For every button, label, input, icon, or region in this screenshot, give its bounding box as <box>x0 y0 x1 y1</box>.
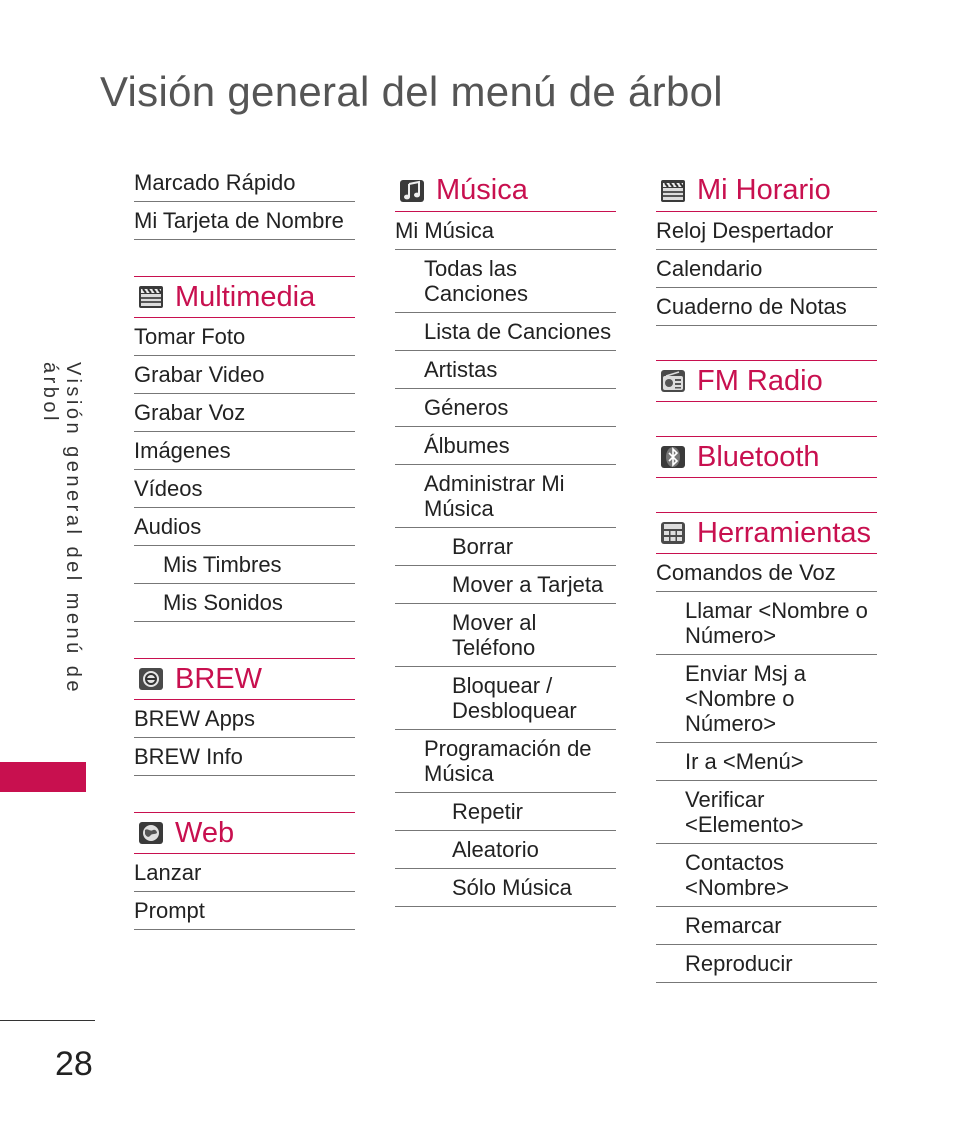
menu-item[interactable]: Mis Sonidos <box>134 584 355 622</box>
section-title-mi-horario: Mi Horario <box>697 174 831 206</box>
menu-item[interactable]: Borrar <box>395 528 616 566</box>
page-title: Visión general del menú de árbol <box>100 68 723 115</box>
section-header-brew[interactable] <box>134 658 355 700</box>
menu-item[interactable]: Mover a Tarjeta <box>395 566 616 604</box>
menu-item[interactable]: BREW Apps <box>134 700 355 738</box>
menu-item[interactable]: Grabar Video <box>134 356 355 394</box>
brew-icon <box>137 666 165 692</box>
menu-item[interactable]: Álbumes <box>395 427 616 465</box>
menu-item[interactable]: Enviar Msj a <Nombre o Número> <box>656 655 877 743</box>
menu-item[interactable]: Ir a <Menú> <box>656 743 877 781</box>
menu-item[interactable]: Calendario <box>656 250 877 288</box>
music-note-icon <box>398 178 426 204</box>
menu-item[interactable]: Reproducir <box>656 945 877 983</box>
radio-icon <box>659 368 687 394</box>
menu-item[interactable]: Administrar Mi Música <box>395 465 616 528</box>
menu-item[interactable]: Todas las Canciones <box>395 250 616 313</box>
menu-item[interactable]: Imágenes <box>134 432 355 470</box>
section-header-fm-radio[interactable] <box>656 360 877 402</box>
section-title-musica: Música <box>436 174 528 206</box>
column-2 <box>395 170 616 907</box>
globe-icon <box>137 820 165 846</box>
menu-item[interactable]: Tomar Foto <box>134 318 355 356</box>
calculator-icon <box>659 520 687 546</box>
multimedia-items <box>134 318 355 622</box>
brew-items <box>134 700 355 776</box>
menu-item[interactable]: Bloquear / Desbloquear <box>395 667 616 730</box>
web-items <box>134 854 355 930</box>
section-header-multimedia[interactable] <box>134 276 355 318</box>
page-number: 28 <box>55 1045 93 1083</box>
menu-item[interactable]: Mover al Teléfono <box>395 604 616 667</box>
side-tab-marker <box>0 762 86 792</box>
section-header-musica[interactable] <box>395 170 616 212</box>
mi-horario-items <box>656 212 877 326</box>
menu-item[interactable]: Sólo Música <box>395 869 616 907</box>
column-3 <box>656 170 877 983</box>
column-1 <box>134 164 355 930</box>
side-section-label: Visión general del menú de árbol <box>39 362 84 696</box>
top-items-list <box>134 164 355 240</box>
herramientas-items <box>656 554 877 983</box>
clapperboard-icon <box>659 178 687 204</box>
menu-item[interactable]: Reloj Despertador <box>656 212 877 250</box>
menu-item[interactable]: Llamar <Nombre o Número> <box>656 592 877 655</box>
menu-item[interactable]: Remarcar <box>656 907 877 945</box>
menu-item[interactable]: Géneros <box>395 389 616 427</box>
section-header-web[interactable] <box>134 812 355 854</box>
section-title-brew: BREW <box>175 662 262 695</box>
menu-item[interactable]: Mi Música <box>395 212 616 250</box>
menu-item[interactable]: Marcado Rápido <box>134 164 355 202</box>
menu-item[interactable]: Verificar <Elemento> <box>656 781 877 844</box>
section-header-bluetooth[interactable] <box>656 436 877 478</box>
menu-item[interactable]: Programación de Música <box>395 730 616 793</box>
menu-item[interactable]: Artistas <box>395 351 616 389</box>
section-title-multimedia: Multimedia <box>175 280 316 313</box>
section-header-herramientas[interactable] <box>656 512 877 554</box>
menu-item[interactable]: Contactos <Nombre> <box>656 844 877 907</box>
menu-item[interactable]: Repetir <box>395 793 616 831</box>
section-header-mi-horario[interactable] <box>656 170 877 212</box>
section-title-bluetooth: Bluetooth <box>697 440 820 473</box>
menu-item[interactable]: Prompt <box>134 892 355 930</box>
section-title-web: Web <box>175 816 235 849</box>
menu-item[interactable]: BREW Info <box>134 738 355 776</box>
menu-item[interactable]: Audios <box>134 508 355 546</box>
musica-items <box>395 212 616 907</box>
clapperboard-icon <box>137 284 165 310</box>
bluetooth-icon <box>659 444 687 470</box>
page-number-rule <box>0 1020 95 1021</box>
menu-item[interactable]: Aleatorio <box>395 831 616 869</box>
section-title-herramientas: Herramientas <box>697 516 872 549</box>
menu-item[interactable]: Comandos de Voz <box>656 554 877 592</box>
menu-item[interactable]: Lanzar <box>134 854 355 892</box>
section-title-fm-radio: FM Radio <box>697 364 823 397</box>
menu-item[interactable]: Mis Timbres <box>134 546 355 584</box>
menu-item[interactable]: Lista de Canciones <box>395 313 616 351</box>
menu-item[interactable]: Grabar Voz <box>134 394 355 432</box>
menu-item[interactable]: Cuaderno de Notas <box>656 288 877 326</box>
menu-item[interactable]: Vídeos <box>134 470 355 508</box>
menu-item[interactable]: Mi Tarjeta de Nombre <box>134 202 355 240</box>
